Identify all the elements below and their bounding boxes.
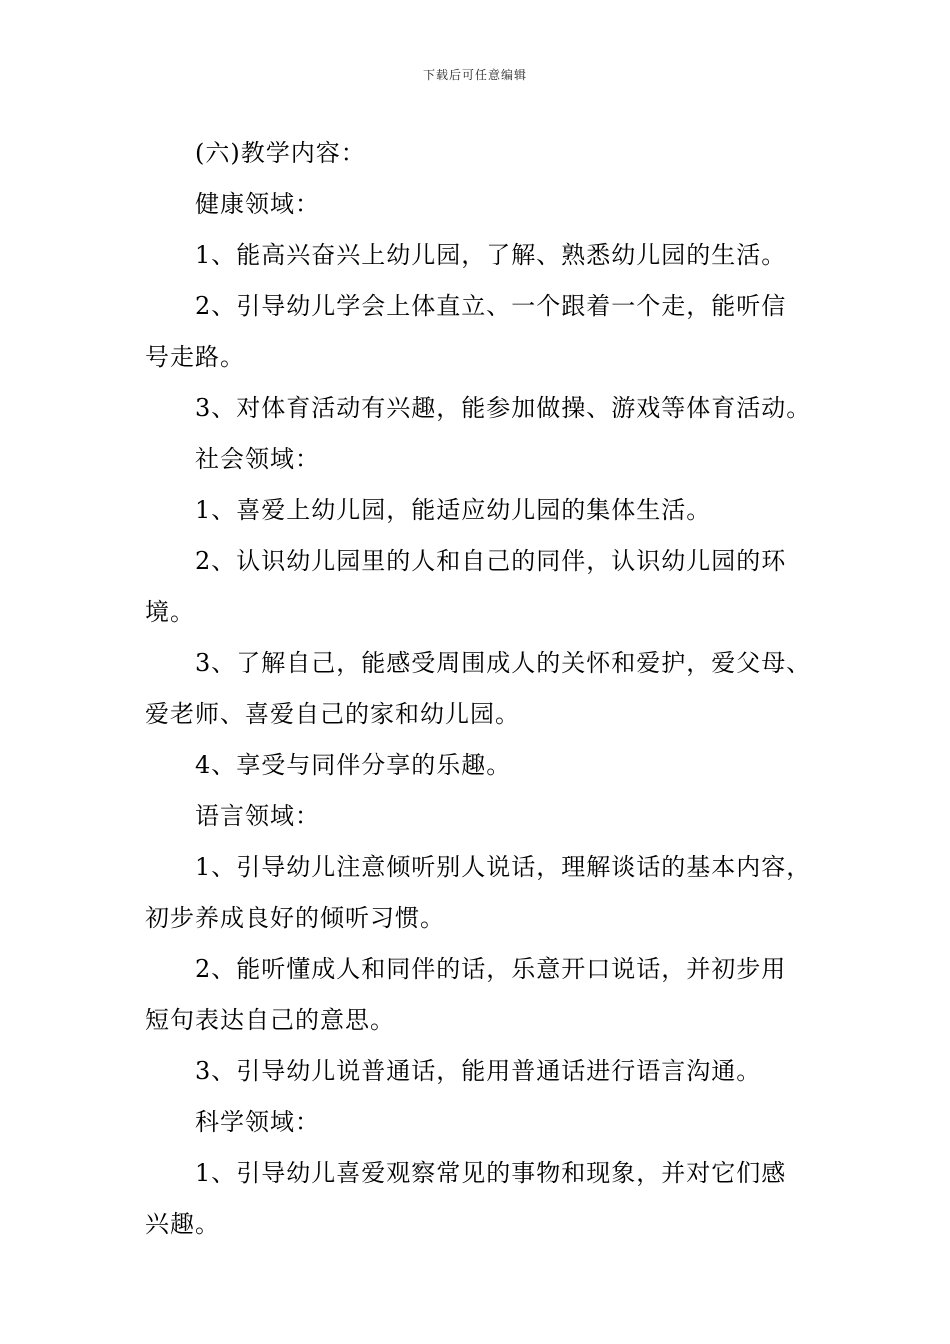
domain-heading-language: 语言领域： [195,802,320,830]
domain-heading-health: 健康领域： [195,190,320,218]
paragraph-line: 2、能听懂成人和同伴的话，乐意开口说话，并初步用 [195,955,787,983]
paragraph-line: 2、认识幼儿园里的人和自己的同伴，认识幼儿园的环 [195,547,787,575]
page-header: 下载后可任意编辑 [422,68,527,82]
paragraph-line: 1、引导幼儿注意倾听别人说话，理解谈话的基本内容， [195,853,812,881]
paragraph-line: 2、引导幼儿学会上体直立、一个跟着一个走，能听信 [195,292,787,320]
paragraph-line: 兴趣。 [145,1210,220,1238]
paragraph-line: 号走路。 [145,343,245,371]
paragraph-line: 短句表达自己的意思。 [145,1006,395,1034]
paragraph-line: 初步养成良好的倾听习惯。 [145,904,445,932]
paragraph-line: 1、能高兴奋兴上幼儿园，了解、熟悉幼儿园的生活。 [195,241,787,269]
paragraph-line: 境。 [145,598,195,626]
paragraph-line: 3、引导幼儿说普通话，能用普通话进行语言沟通。 [195,1057,762,1085]
domain-heading-science: 科学领域： [195,1108,320,1136]
domain-heading-social: 社会领域： [195,445,320,473]
paragraph-line: 1、喜爱上幼儿园，能适应幼儿园的集体生活。 [195,496,712,524]
section-title: (六)教学内容： [195,139,366,167]
paragraph-line: 1、引导幼儿喜爱观察常见的事物和现象，并对它们感 [195,1159,787,1187]
paragraph-line: 3、了解自己，能感受周围成人的关怀和爱护，爱父母、 [195,649,812,677]
paragraph-line: 4、享受与同伴分享的乐趣。 [195,751,512,779]
paragraph-line: 3、对体育活动有兴趣，能参加做操、游戏等体育活动。 [195,394,812,422]
paragraph-line: 爱老师、喜爱自己的家和幼儿园。 [145,700,520,728]
document-body [145,128,810,1250]
